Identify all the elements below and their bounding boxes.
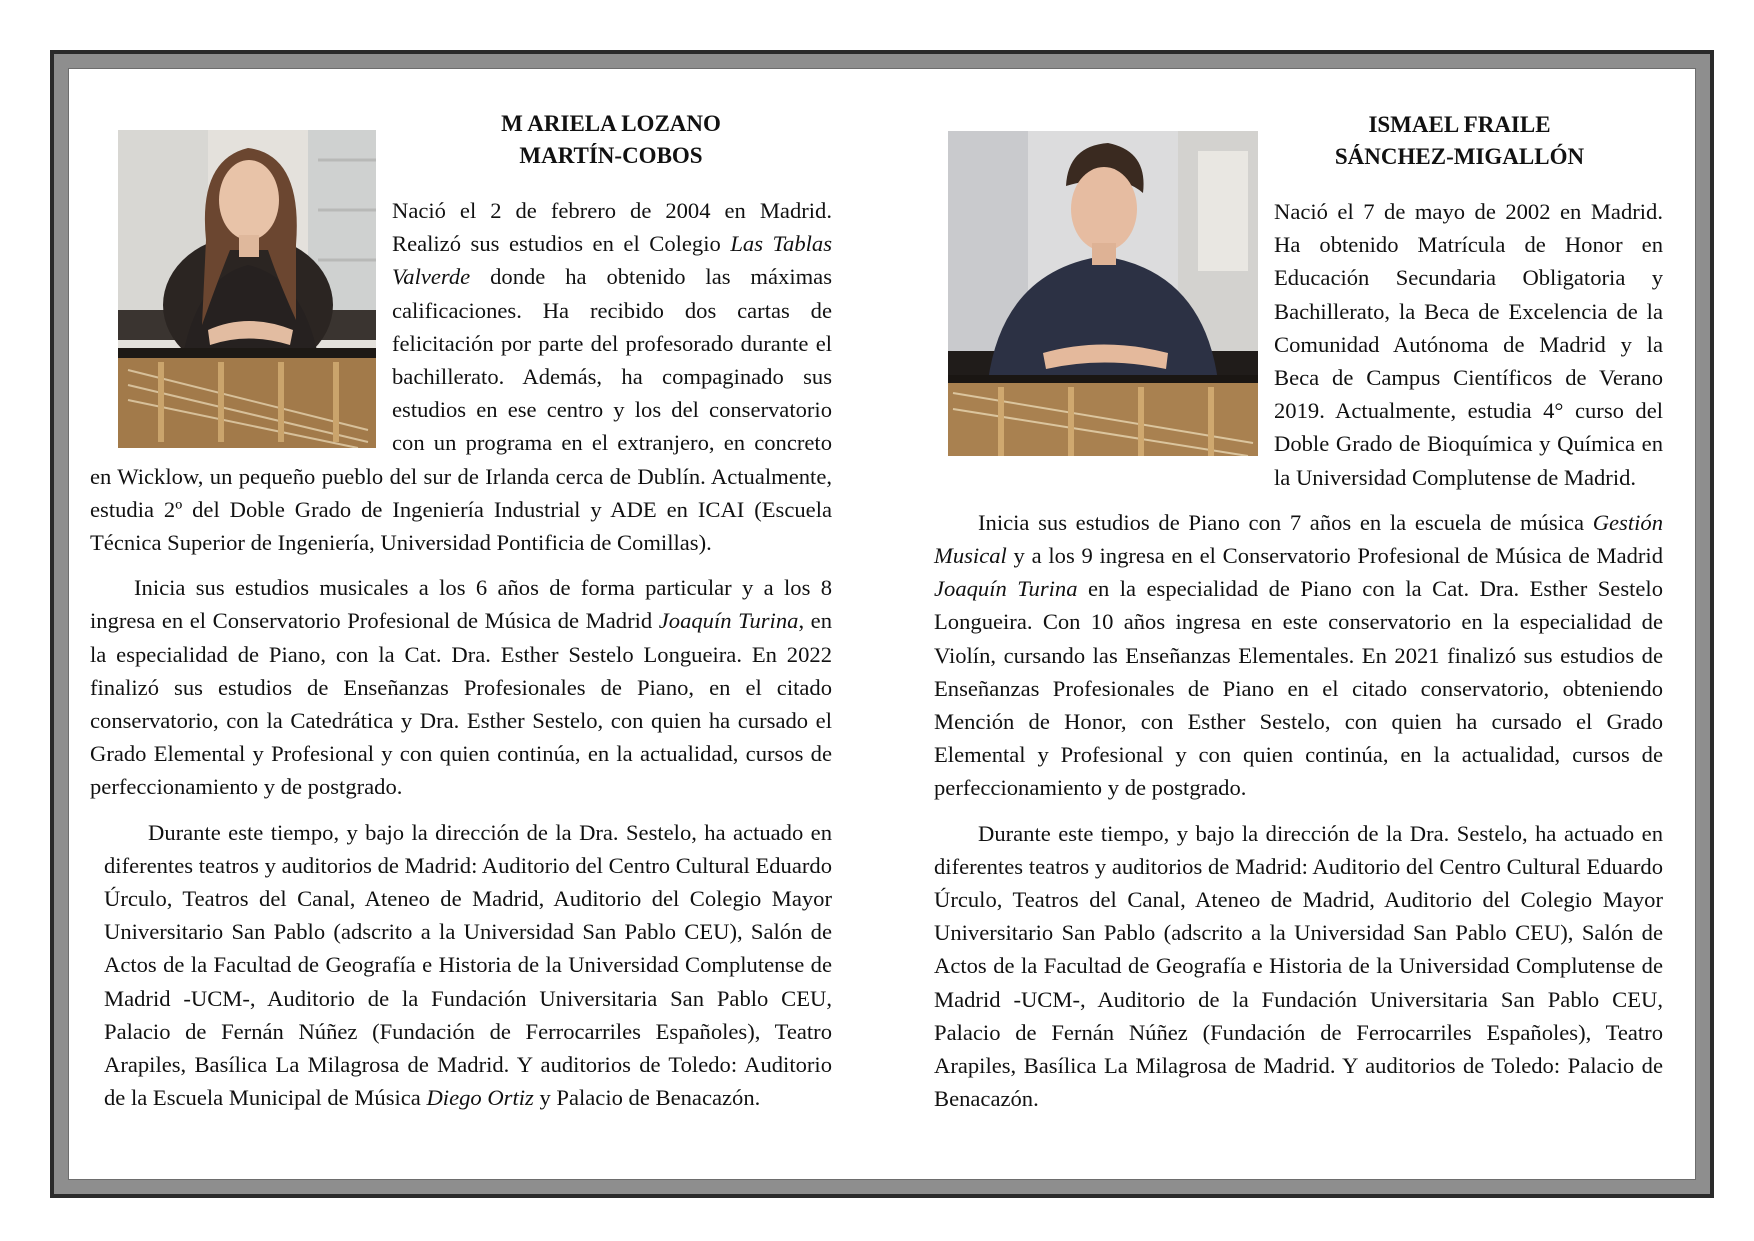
program-page	[68, 68, 1696, 1180]
name-line-1: M ARIELA LOZANO	[501, 111, 721, 136]
bio-paragraph-3: Durante este tiempo, y bajo la dirección de la Dra. Sestelo, ha actuado en diferentes teatros y auditorios de Madrid: Auditorio del Centro Cultural Eduardo Úrculo, Teatros del Canal, Ateneo de Madrid, Auditorio del Colegio Mayor Universitario San Pablo (adscrito a la Universidad San Pablo CEU), Salón de Actos de la Facultad de Geografía e Historia de la Universidad Complutense de Madrid -UCM-, Auditorio de la Fundación Universitaria San Pablo CEU, Palacio de Fernán Núñez (Fundación de Ferrocarriles Españoles), Teatro Arapiles, Basílica La Milagrosa de Madrid. Y auditorios de Toledo: Palacio de Benacazón.	[934, 820, 1663, 1112]
portrait-photo-ariela	[118, 130, 376, 448]
bio-name	[1256, 109, 1663, 173]
bio-right	[934, 104, 1663, 1127]
page-frame	[50, 50, 1714, 1198]
bio-left	[90, 108, 832, 1126]
bio-paragraph-2: Inicia sus estudios musicales a los 6 años de forma particular y a los 8 ingresa en el Conservatorio Profesional de Música de Madrid Joaquín Turina, en la especialidad de Piano, con la Cat. Dra. Esther Sestelo Longueira. En 2022 finalizó sus estudios de Enseñanzas Profesionales de Piano, en el citado conservatorio, con la Catedrática y Dra. Esther Sestelo, con quien ha cursado el Grado Elemental y Profesional y con quien continúa, en la actualidad, cursos de perfeccionamiento y de postgrado.	[90, 575, 832, 800]
bio-paragraph-1: Nació el 2 de febrero de 2004 en Madrid. Realizó sus estudios en el Colegio Las Tablas Valverde donde ha obtenido las máximas calificaciones. Ha recibido dos cartas de felicitación por parte del profesorado durante el bachillerato. Además, ha compaginado sus estudios en ese centro y los del conservatorio con un programa en el extranjero, en concreto en Wicklow, un pequeño pueblo del sur de Irlanda cerca de Dublín. Actualmente, estudia 2º del Doble Grado de Ingeniería Industrial y ADE en ICAI (Escuela Técnica Superior de Ingeniería, Universidad Pontificia de Comillas).	[90, 198, 832, 556]
name-line-2: MARTÍN-COBOS	[519, 143, 703, 168]
bio-name	[390, 108, 832, 172]
bio-paragraph-3: Durante este tiempo, y bajo la dirección de la Dra. Sestelo, ha actuado en diferentes teatros y auditorios de Madrid: Auditorio del Centro Cultural Eduardo Úrculo, Teatros del Canal, Ateneo de Madrid, Auditorio del Colegio Mayor Universitario San Pablo (adscrito a la Universidad San Pablo CEU), Salón de Actos de la Facultad de Geografía e Historia de la Universidad Complutense de Madrid -UCM-, Auditorio de la Fundación Universitaria San Pablo CEU, Palacio de Fernán Núñez (Fundación de Ferrocarriles Españoles), Teatro Arapiles, Basílica La Milagrosa de Madrid. Y auditorios de Toledo: Auditorio de la Escuela Municipal de Música Diego Ortiz y Palacio de Benacazón.	[104, 819, 832, 1111]
name-line-1: ISMAEL FRAILE	[1368, 112, 1551, 137]
bio-paragraph-1: Nació el 7 de mayo de 2002 en Madrid. Ha obtenido Matrícula de Honor en Educación Secundaria Obligatoria y Bachillerato, la Beca de Excelencia de la Comunidad Autónoma de Madrid y la Beca de Campus Científicos de Verano 2019. Actualmente, estudia 4° curso del Doble Grado de Bioquímica y Química en la Universidad Complutense de Madrid.	[1274, 199, 1663, 490]
name-line-2: SÁNCHEZ-MIGALLÓN	[1334, 144, 1585, 169]
portrait-photo-ismael	[948, 131, 1258, 456]
bio-paragraph-2: Inicia sus estudios de Piano con 7 años en la escuela de música Gestión Musical y a los 9 ingresa en el Conservatorio Profesional de Música de Madrid Joaquín Turina en la especialidad de Piano con la Cat. Dra. Esther Sestelo Longueira. Con 10 años ingresa en este conservatorio en la especialidad de Violín, cursando las Enseñanzas Elementales. En 2021 finalizó sus estudios de Enseñanzas Profesionales de Piano en el citado conservatorio, obteniendo Mención de Honor, con Esther Sestelo, con quien ha cursado el Grado Elemental y Profesional y con quien continúa, en la actualidad, cursos de perfeccionamiento y de postgrado.	[934, 509, 1664, 801]
